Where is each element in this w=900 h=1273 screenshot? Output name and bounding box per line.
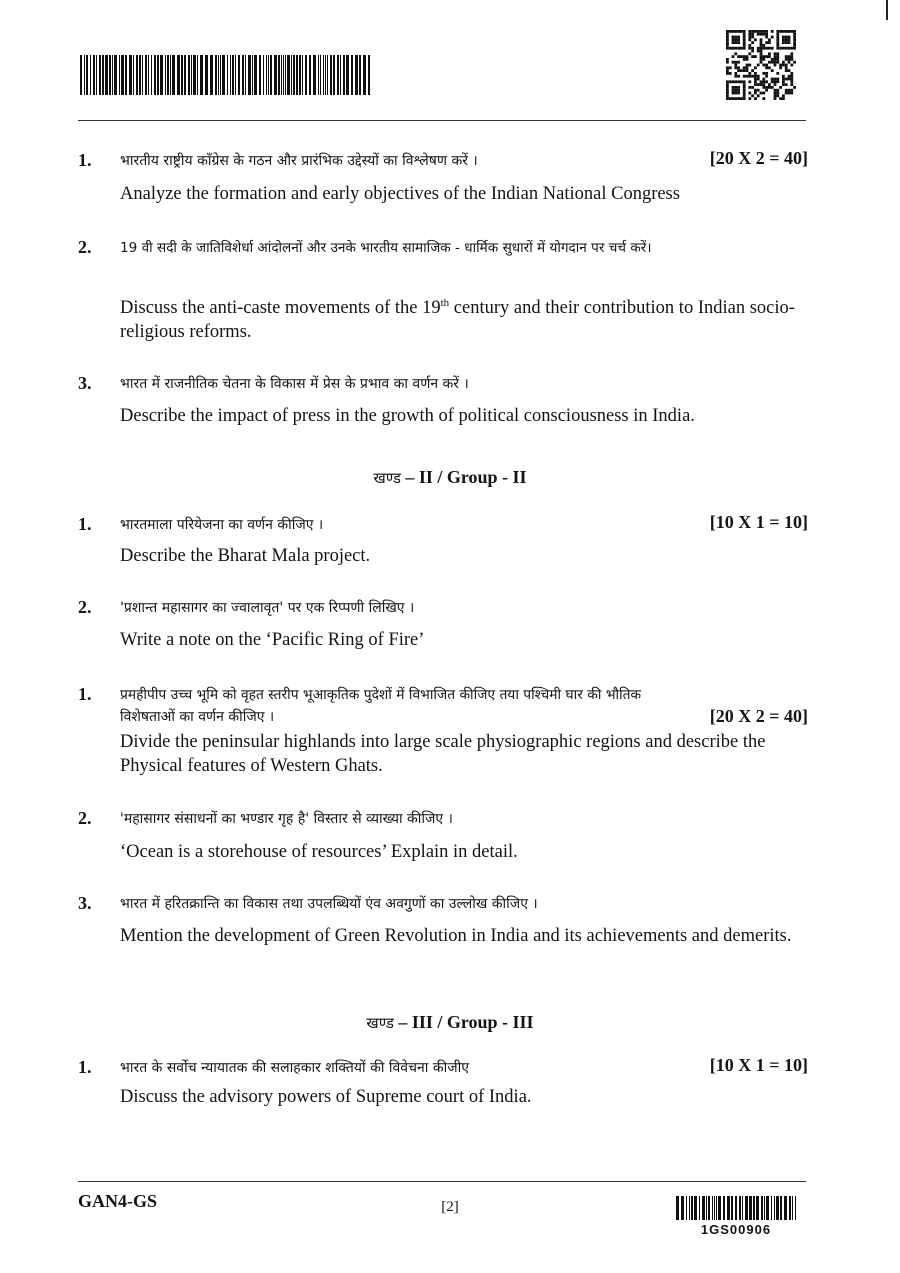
group-heading-label: – III / Group - III — [398, 1012, 534, 1032]
question-number: 2. — [78, 597, 92, 617]
question-hindi-line2: विशेषताओं का वर्णन कीजिए । — [120, 709, 275, 725]
question-english: Divide the peninsular highlands into large scale physiographic regions and describe the Physical features of Western Ghats. — [120, 732, 766, 776]
question-hindi: भारत में हरितक्रान्ति का विकास तथा उपलब्धियों एंव अवगुणों का उल्लोख कीजिए । — [120, 896, 538, 912]
group-heading-hindi: खण्ड — [373, 469, 401, 487]
question-number: 1. — [78, 1057, 92, 1077]
question-number: 1. — [78, 150, 92, 170]
footer-rule — [78, 1181, 806, 1182]
question-english: Discuss the advisory powers of Supreme court of India. — [120, 1087, 532, 1107]
page-number: [2] — [441, 1199, 459, 1215]
qr-graphic — [726, 30, 796, 100]
group-heading — [0, 1012, 900, 1033]
barcode-graphic — [80, 55, 372, 95]
question-hindi: 'महासागर संसाधनों का भण्डार गृह है' विस्तार से व्याख्या कीजिए । — [120, 811, 453, 827]
marks-label: [20 X 2 = 40] — [709, 148, 808, 168]
question-english: Describe the impact of press in the growth of political consciousness in India. — [120, 406, 695, 426]
question-number: 3. — [78, 373, 92, 393]
group-heading — [0, 467, 900, 488]
question-hindi: भारतीय राष्ट्रीय काँग्रेस के गठन और प्रारंभिक उद्देस्यों का विश्लेषण करें । — [120, 153, 478, 169]
marks-label: [10 X 1 = 10] — [709, 1055, 808, 1075]
marks-label: [10 X 1 = 10] — [709, 512, 808, 532]
question-hindi: भारतमाला परियेजना का वर्णन कीजिए । — [120, 517, 324, 533]
superscript: th — [440, 297, 450, 309]
group-heading-label: – II / Group - II — [405, 467, 527, 487]
footer-barcode — [676, 1196, 796, 1220]
corner-mark — [886, 0, 888, 20]
barcode-graphic — [676, 1196, 796, 1220]
question-english: Analyze the formation and early objectives of the Indian National Congress — [120, 184, 680, 204]
question-number: 2. — [78, 237, 92, 257]
question-hindi: भारत के सर्वोच न्यायातक की सलाहकार शक्तियों की विवेचना कीजीए — [120, 1060, 469, 1076]
group-heading-hindi: खण्ड — [366, 1014, 394, 1032]
marks-label: [20 X 2 = 40] — [709, 706, 808, 726]
question-english: Mention the development of Green Revolution in India and its achievements and demerits. — [120, 926, 792, 946]
question-english: Describe the Bharat Mala project. — [120, 546, 371, 566]
question-hindi: 19 वी सदी के जातिविशेर्धा आंदोलनों और उनके भारतीय सामाजिक - धार्मिक सुधारों में योगदान पर चर्च करें। — [120, 240, 652, 256]
english-text-part: century and their contribution to Indian socio-religious reforms. — [120, 298, 795, 343]
question-number: 2. — [78, 808, 92, 828]
question-number: 3. — [78, 893, 92, 913]
question-hindi: भारत में राजनीतिक चेतना के विकास में प्रेस के प्रभाव का वर्णन करें । — [120, 376, 469, 392]
question-number: 1. — [78, 514, 92, 534]
serial-number: 1GS00906 — [700, 1222, 772, 1237]
question-hindi-line1: प्रमहीपीप उच्च भूमि को वृहत स्तरीप भूआकृतिक पुदेशों में विभाजित कीजिए तया पश्चिमी घार की भौतिक — [120, 687, 642, 703]
english-text-part: Discuss the anti-caste movements of the 19 — [120, 298, 441, 319]
question-english: Write a note on the ‘Pacific Ring of Fire’ — [120, 630, 425, 650]
header-barcode — [80, 55, 372, 95]
qr-code — [726, 30, 796, 100]
question-number: 1. — [78, 684, 92, 704]
paper-code: GAN4-GS — [78, 1191, 158, 1211]
question-english — [120, 291, 808, 344]
question-english: ‘Ocean is a storehouse of resources’ Explain in detail. — [120, 842, 518, 862]
header-rule — [78, 120, 806, 121]
question-hindi: 'प्रशान्त महासागर का ज्वालावृत' पर एक रिप्पणी लिखिए । — [120, 600, 415, 616]
